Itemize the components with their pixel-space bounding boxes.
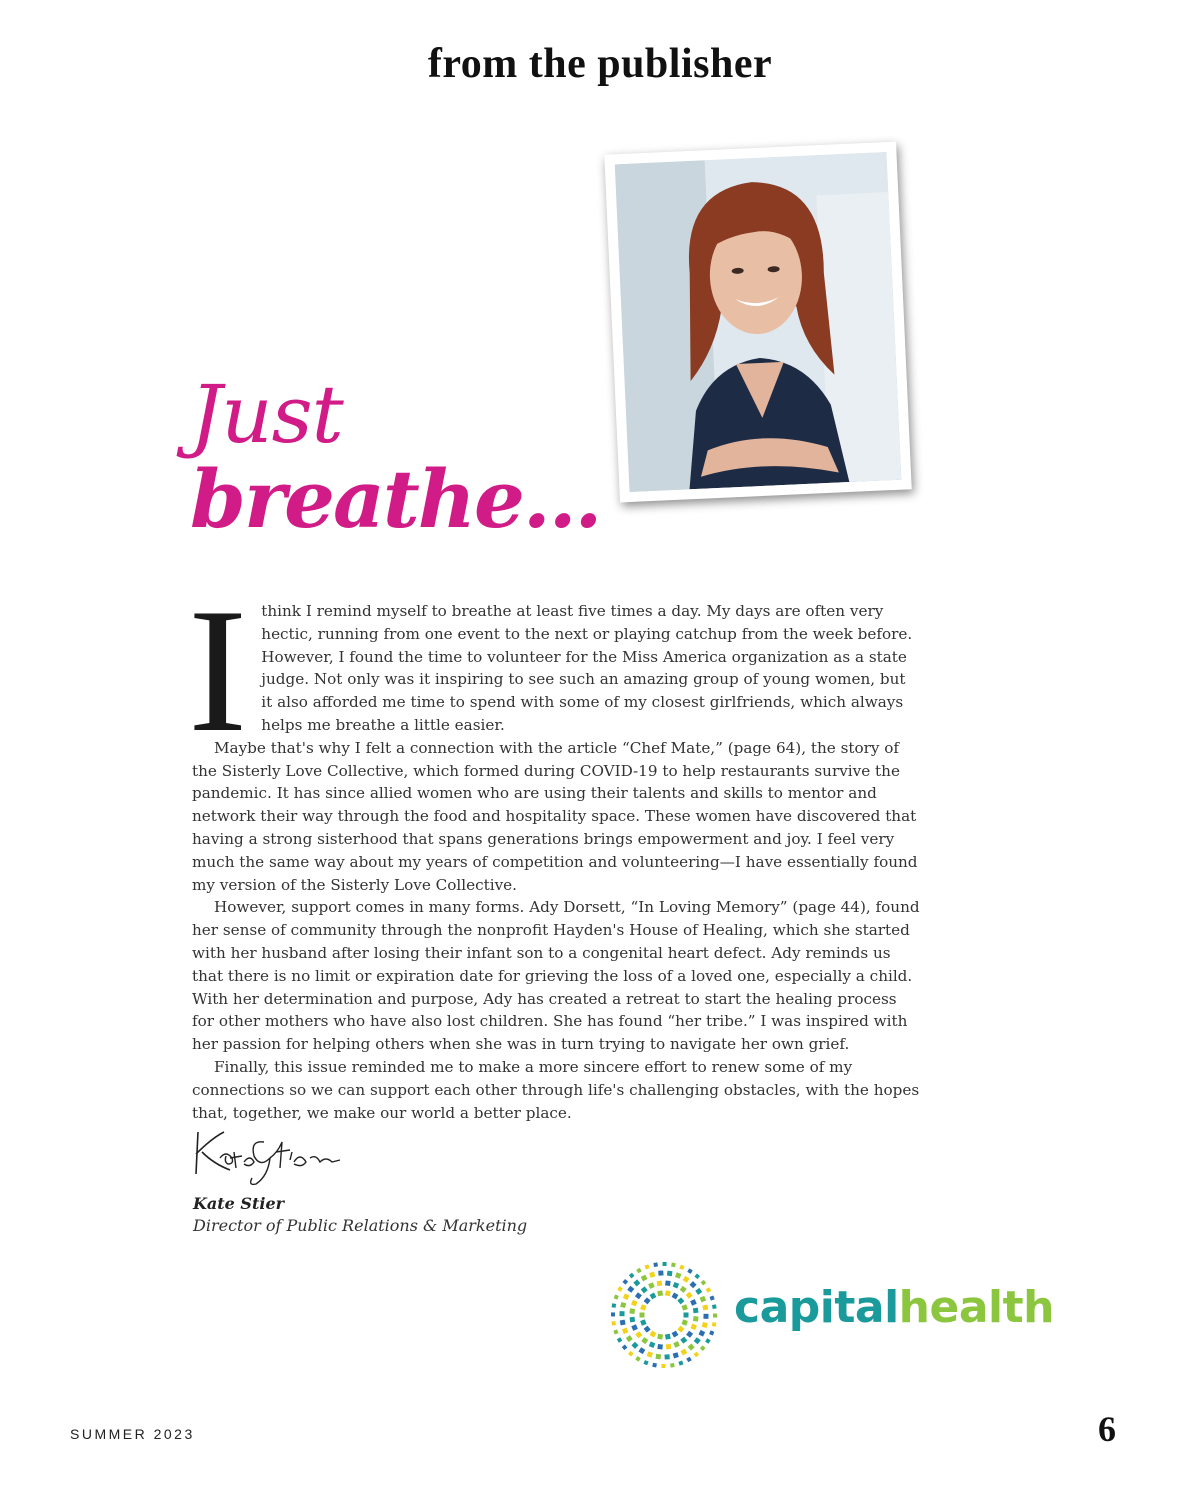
sunburst-dot [617, 1337, 622, 1342]
sunburst-dot [666, 1344, 672, 1350]
sunburst-dot [619, 1311, 624, 1316]
sunburst-dot [672, 1293, 679, 1300]
logo-word-health: health [898, 1282, 1054, 1333]
sunburst-dot [657, 1290, 663, 1296]
sunburst-dot [678, 1361, 683, 1366]
sunburst-dot [656, 1354, 662, 1360]
sunburst-dot [658, 1270, 663, 1275]
capital-health-sunburst-icon [608, 1259, 720, 1371]
logo-word-capital: capital [734, 1282, 899, 1333]
sunburst-dot [635, 1292, 642, 1299]
sunburst-dot [629, 1317, 635, 1323]
sunburst-dot [626, 1335, 633, 1342]
sunburst-dot [690, 1281, 697, 1288]
paragraph-4: Finally, this issue reminded me to make a more sincere effort to renew some of my connections so we can support each other through life's challenging obstacles, with the hopes that, together, we make our world a better place. [192, 1057, 920, 1122]
sunburst-dot [693, 1308, 699, 1314]
issue-label: SUMMER 2023 [70, 1426, 195, 1442]
sunburst-dot [677, 1297, 684, 1304]
sunburst-dot [622, 1328, 629, 1335]
sunburst-dot [686, 1357, 691, 1362]
sunburst-dot [627, 1286, 634, 1293]
sunburst-dot [698, 1330, 705, 1337]
sunburst-dot [657, 1280, 663, 1286]
sunburst-dot [695, 1288, 702, 1295]
sunburst-dot [629, 1273, 635, 1279]
sunburst-dot [690, 1299, 697, 1306]
paragraph-2: Maybe that's why I felt a connection with the article “Chef Mate,” (page 64), the story of the Sisterly Love Collective, which formed during COVID-19 to help restaurants survive the pandemic. It has since allied women who are using their talents and skills to mentor and network their way through the food and hospitality space. These women have discovered that having a strong sisterhood that spans generations brings empowerment and joy. I feel very much the same way about my years of competition and volunteering—I have essentially found my version of the Sisterly Love Collective. [192, 738, 918, 894]
sunburst-dot [648, 1282, 655, 1289]
sunburst-dot [641, 1286, 648, 1293]
sunburst-dot [636, 1268, 641, 1273]
sunburst-dot [644, 1297, 651, 1304]
handwritten-signature [190, 1112, 350, 1190]
sunburst-dot [694, 1273, 700, 1279]
section-title: from the publisher [427, 41, 773, 87]
sunburst-dot [679, 1265, 684, 1270]
publisher-photo [604, 142, 911, 503]
sunburst-dot [684, 1313, 689, 1318]
sunburst-dot [680, 1349, 687, 1356]
sunburst-dot [681, 1304, 687, 1310]
sunburst-dot [647, 1351, 653, 1357]
sunburst-dot [649, 1272, 655, 1278]
sunburst-dot [628, 1351, 634, 1357]
sunburst-dot [694, 1337, 701, 1344]
sunburst-dot [640, 1313, 645, 1318]
sunburst-dot [640, 1304, 646, 1310]
sunburst-dot [680, 1337, 687, 1344]
portrait-illustration [615, 152, 902, 492]
paragraph-3: However, support comes in many forms. Ady Dorsett, “In Loving Memory” (page 44), found her sense of community through the nonprofit Hayden's House of Healing, which she started with her husband after losing their infant son to a congenital heart defect. Ady reminds us that there is no limit or expiration date for grieving the loss of a loved one, especially a child. With her determination and purpose, Ady has created a retreat to start the healing process for other mothers who have also lost children. She has found “her tribe.” I was inspired with her passion for helping others when she was in turn trying to navigate her own grief. [192, 898, 920, 1054]
sunburst-dot [706, 1287, 711, 1292]
sunburst-dot [677, 1326, 684, 1333]
paragraph-1: think I remind myself to breathe at least five times a day. My days are often very hectic, running from one event to the next or playing catchup from the week before. However, I found the time to volunteer for the Miss America organization as a state judge. Not only was it inspiring to see such an amazing group of young women, but it also afforded me time to spend with some of my closest girlfriends, which always helps me breathe a little easier. [261, 602, 913, 734]
sunburst-dot [702, 1305, 708, 1311]
sunburst-dot [635, 1356, 640, 1361]
sunburst-dot [680, 1286, 687, 1293]
sunburst-dot [644, 1326, 651, 1333]
sunburst-dot [665, 1280, 671, 1286]
drop-cap: I [188, 571, 248, 769]
sunburst-dot [688, 1344, 695, 1351]
sunburst-dot [667, 1271, 673, 1277]
sunburst-dot [622, 1345, 628, 1351]
sunburst-dot [631, 1342, 638, 1349]
sunburst-dot [713, 1314, 717, 1318]
sunburst-dot [705, 1338, 710, 1343]
sunburst-dot [693, 1316, 699, 1322]
sunburst-dot [643, 1360, 648, 1365]
sunburst-dot [700, 1296, 707, 1303]
sunburst-dot [640, 1319, 646, 1325]
sunburst-dot [686, 1331, 693, 1338]
sunburst-dot [702, 1322, 708, 1328]
capital-health-logo [734, 1282, 1054, 1333]
sunburst-dot [641, 1275, 648, 1282]
sunburst-dot [710, 1296, 715, 1301]
signer-name: Kate Stier [193, 1194, 285, 1213]
sunburst-dot [650, 1293, 657, 1300]
sunburst-dot [611, 1312, 615, 1316]
signer-title: Director of Public Relations & Marketing [193, 1216, 528, 1235]
sunburst-dot [703, 1314, 708, 1319]
sunburst-dot [649, 1341, 656, 1348]
sunburst-dot [657, 1334, 663, 1340]
sunburst-dot [673, 1282, 680, 1289]
sunburst-dot [670, 1363, 675, 1368]
sunburst-dot [690, 1324, 697, 1331]
sunburst-dot [700, 1345, 706, 1351]
sunburst-dot [686, 1292, 693, 1299]
sunburst-dot [623, 1293, 630, 1300]
sunburst-dot [661, 1364, 665, 1368]
sunburst-dot [638, 1347, 645, 1354]
sunburst-dot [641, 1337, 648, 1344]
sunburst-dot [631, 1300, 638, 1307]
sunburst-dot [652, 1363, 657, 1368]
sunburst-dot [673, 1341, 680, 1348]
sunburst-dot [633, 1279, 640, 1286]
sunburst-dot [683, 1276, 690, 1283]
sunburst-dot [614, 1294, 619, 1299]
sunburst-dot [673, 1352, 679, 1358]
sunburst-dot [675, 1272, 681, 1278]
sunburst-dot [631, 1324, 638, 1331]
sunburst-dot [672, 1331, 679, 1338]
sunburst-dot [709, 1330, 714, 1335]
sunburst-dot [712, 1304, 717, 1309]
sunburst-dot [617, 1286, 622, 1291]
sunburst-dot [657, 1344, 663, 1350]
sunburst-dot [635, 1331, 642, 1338]
headline-line-2: breathe... [190, 452, 601, 546]
sunburst-dot [671, 1263, 676, 1268]
article-body [188, 571, 920, 1124]
sunburst-dot [681, 1319, 687, 1325]
sunburst-dot [629, 1308, 635, 1314]
sunburst-dot [665, 1290, 671, 1296]
headline-line-1: Just [190, 368, 343, 461]
page-number: 6 [1098, 1409, 1116, 1449]
sunburst-dot [645, 1264, 650, 1269]
sunburst-dot [612, 1303, 617, 1308]
sunburst-dot [664, 1354, 669, 1359]
sunburst-dot [663, 1262, 667, 1266]
sunburst-dot [620, 1302, 626, 1308]
sunburst-dot [622, 1279, 628, 1285]
sunburst-dot [701, 1280, 707, 1286]
sunburst-dot [653, 1262, 658, 1267]
sunburst-dot [712, 1322, 717, 1327]
sunburst-dot [620, 1320, 626, 1326]
sunburst-dot [687, 1268, 692, 1273]
sunburst-dot [650, 1331, 657, 1338]
sunburst-dot [694, 1352, 700, 1358]
sunburst-dot [611, 1321, 616, 1326]
sunburst-dot [665, 1334, 671, 1340]
sunburst-dot [613, 1329, 618, 1334]
